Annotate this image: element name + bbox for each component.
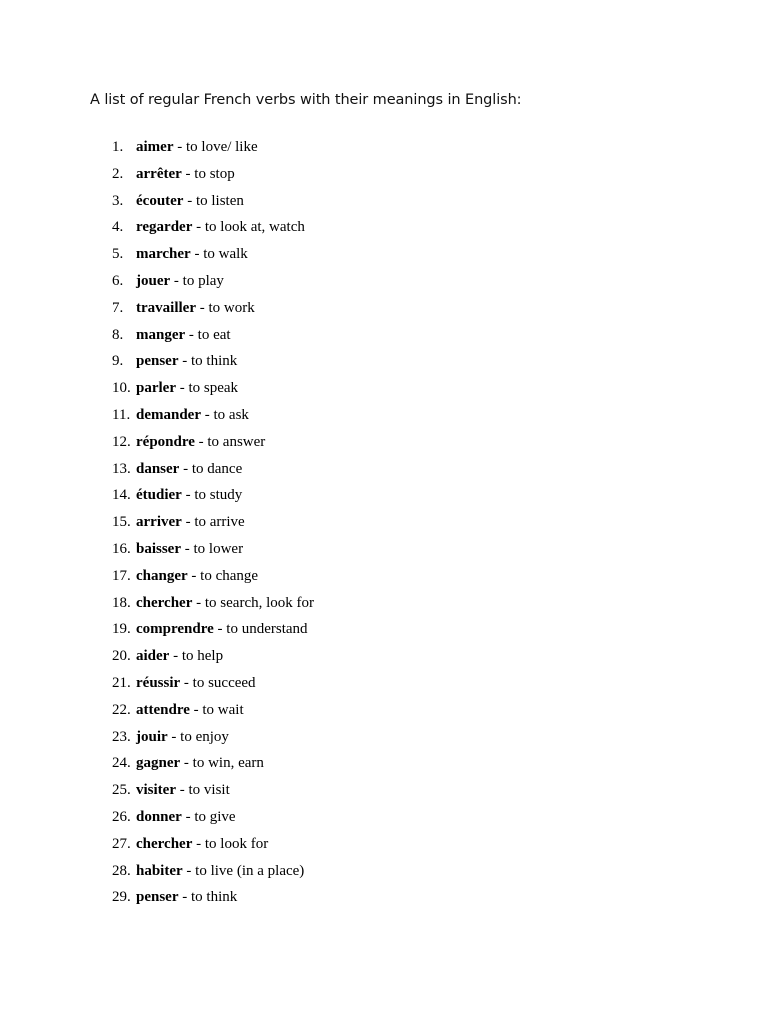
list-item-entry: [136, 860, 304, 882]
verb-separator: -: [185, 326, 198, 343]
list-item-number: 29.: [112, 889, 131, 906]
english-meaning: to answer: [207, 433, 266, 450]
french-verb: danser: [136, 460, 180, 477]
list-item-number: 9.: [112, 353, 124, 370]
list-item-number: 26.: [112, 808, 131, 825]
verb-separator: -: [167, 728, 181, 745]
verb-separator: -: [181, 514, 195, 531]
list-item-entry: [136, 699, 244, 721]
english-meaning: to listen: [195, 192, 244, 209]
verb-separator: -: [187, 567, 201, 584]
french-verb: donner: [136, 808, 182, 825]
french-verb: parler: [136, 380, 176, 397]
french-verb: jouir: [136, 728, 168, 745]
french-verb: regarder: [136, 219, 193, 236]
verb-separator: -: [192, 594, 205, 611]
french-verb: demander: [136, 406, 201, 423]
verb-separator: -: [213, 621, 227, 638]
english-meaning: to arrive: [194, 514, 245, 531]
english-meaning: to look for: [204, 835, 269, 852]
french-verb: habiter: [136, 862, 183, 879]
verb-separator: -: [179, 460, 192, 477]
french-verb: travailler: [136, 299, 196, 316]
list-item-entry: [136, 833, 268, 855]
english-meaning: to change: [200, 567, 259, 584]
list-item-entry: [136, 538, 243, 560]
list-item-number: 16.: [112, 540, 131, 557]
verb-separator: -: [173, 139, 186, 155]
verb-separator: -: [201, 406, 214, 423]
list-item-number: 3.: [112, 192, 124, 209]
verb-separator: -: [175, 782, 189, 799]
english-meaning: to walk: [203, 246, 248, 263]
list-item-number: 10.: [112, 380, 131, 397]
verb-separator: -: [170, 272, 183, 289]
english-meaning: to succeed: [192, 674, 256, 691]
english-meaning: to win, earn: [192, 755, 264, 772]
french-verb: jouer: [136, 272, 171, 289]
list-item-number: 5.: [112, 246, 124, 263]
list-item-entry: [136, 377, 238, 399]
list-item-number: 27.: [112, 835, 131, 852]
list-item-entry: [136, 163, 235, 185]
list-item-number: 6.: [112, 272, 124, 289]
verb-separator: -: [169, 648, 182, 665]
english-meaning: to work: [208, 299, 255, 316]
english-meaning: to think: [191, 889, 238, 906]
list-item-entry: [136, 350, 237, 372]
verb-separator: -: [189, 701, 203, 718]
verb-separator: -: [175, 380, 189, 397]
list-item-entry: [136, 752, 264, 774]
english-meaning: to visit: [188, 782, 230, 799]
verb-separator: -: [183, 192, 196, 209]
french-verb: penser: [136, 353, 179, 370]
list-item-entry: [136, 216, 305, 238]
list-item-number: 12.: [112, 433, 131, 450]
list-item-number: 15.: [112, 514, 131, 531]
list-item-number: 2.: [112, 165, 124, 182]
list-item-entry: [136, 806, 236, 828]
english-meaning: to look at, watch: [204, 219, 305, 236]
list-item-entry: [136, 645, 223, 667]
list-item-number: 17.: [112, 567, 131, 584]
english-meaning: to help: [181, 648, 224, 665]
verb-separator: -: [178, 889, 191, 906]
verb-separator: -: [181, 487, 195, 504]
english-meaning: to give: [194, 808, 236, 825]
french-verb: gagner: [136, 755, 181, 772]
english-meaning: to play: [182, 272, 224, 289]
list-item-entry: [136, 672, 256, 694]
list-item-entry: [136, 618, 308, 640]
english-meaning: to think: [191, 353, 238, 370]
list-item-number: 20.: [112, 648, 131, 665]
french-verb: chercher: [136, 594, 193, 611]
verb-separator: -: [194, 433, 208, 450]
english-meaning: to ask: [213, 406, 249, 423]
list-item-entry: [136, 404, 249, 426]
french-verb: aider: [136, 648, 170, 665]
list-item-number: 11.: [112, 406, 131, 423]
english-meaning: to study: [194, 487, 243, 504]
french-verb: changer: [136, 567, 188, 584]
list-item-entry: [136, 592, 314, 614]
list-item-entry: [136, 779, 230, 801]
french-verb: marcher: [136, 246, 191, 263]
french-verb: baisser: [136, 540, 181, 557]
list-item-entry: [136, 458, 242, 480]
list-item-number: 1.: [112, 139, 124, 155]
french-verb: écouter: [136, 192, 184, 209]
french-verb: penser: [136, 889, 179, 906]
list-item-entry: [136, 243, 248, 265]
french-verb: répondre: [136, 433, 195, 450]
verb-separator: -: [178, 353, 191, 370]
english-meaning: to lower: [193, 540, 244, 557]
list-item-number: 7.: [112, 299, 124, 316]
french-verb: manger: [136, 326, 186, 343]
french-verb: visiter: [136, 782, 176, 799]
list-item-number: 24.: [112, 755, 131, 772]
english-meaning: to wait: [202, 701, 244, 718]
list-item-number: 21.: [112, 674, 131, 691]
english-meaning: to stop: [194, 165, 235, 182]
verb-separator: -: [180, 674, 193, 691]
list-item-number: 23.: [112, 728, 131, 745]
list-item-number: 19.: [112, 621, 131, 638]
verb-separator: -: [192, 219, 205, 236]
english-meaning: to dance: [191, 460, 243, 477]
list-item-number: 13.: [112, 460, 131, 477]
list-item-number: 25.: [112, 782, 131, 799]
list-item-number: 18.: [112, 594, 131, 611]
french-verb: arriver: [136, 514, 182, 531]
french-verb: réussir: [136, 674, 181, 691]
french-verb: comprendre: [136, 621, 214, 638]
list-item-number: 28.: [112, 862, 131, 879]
verb-separator: -: [181, 540, 194, 557]
french-verb: attendre: [136, 701, 190, 718]
verb-separator: -: [181, 165, 195, 182]
english-meaning: to search, look for: [204, 594, 315, 611]
verb-separator: -: [180, 755, 193, 772]
intro-text: A list of regular French verbs with their meanings in English:: [90, 92, 522, 108]
list-item-entry: [136, 511, 245, 533]
verb-separator: -: [195, 299, 209, 316]
list-item-entry: [136, 565, 258, 587]
list-item-entry: [136, 190, 244, 212]
english-meaning: to speak: [188, 380, 239, 397]
verb-separator: -: [192, 835, 205, 852]
list-item-entry: [136, 136, 258, 158]
list-item-number: 8.: [112, 326, 124, 343]
verb-separator: -: [182, 862, 196, 879]
list-item-entry: [136, 270, 224, 292]
list-item-entry: [136, 324, 231, 346]
french-verb: étudier: [136, 487, 182, 504]
list-item-number: 14.: [112, 487, 131, 504]
list-item-number: 4.: [112, 219, 124, 236]
english-meaning: to enjoy: [180, 728, 229, 745]
english-meaning: to live (in a place): [195, 862, 305, 879]
list-item-entry: [136, 431, 265, 453]
list-item-entry: [136, 726, 229, 748]
verb-separator: -: [181, 808, 195, 825]
english-meaning: to understand: [226, 621, 308, 638]
english-meaning: to eat: [197, 326, 231, 343]
french-verb: chercher: [136, 835, 193, 852]
french-verb: arrêter: [136, 165, 182, 182]
english-meaning: to love/ like: [185, 139, 258, 155]
french-verb: aimer: [136, 139, 174, 155]
list-item-entry: [136, 886, 237, 908]
list-item-number: 22.: [112, 701, 131, 718]
list-item-entry: [136, 297, 255, 319]
verb-separator: -: [190, 246, 204, 263]
list-item-entry: [136, 484, 242, 506]
